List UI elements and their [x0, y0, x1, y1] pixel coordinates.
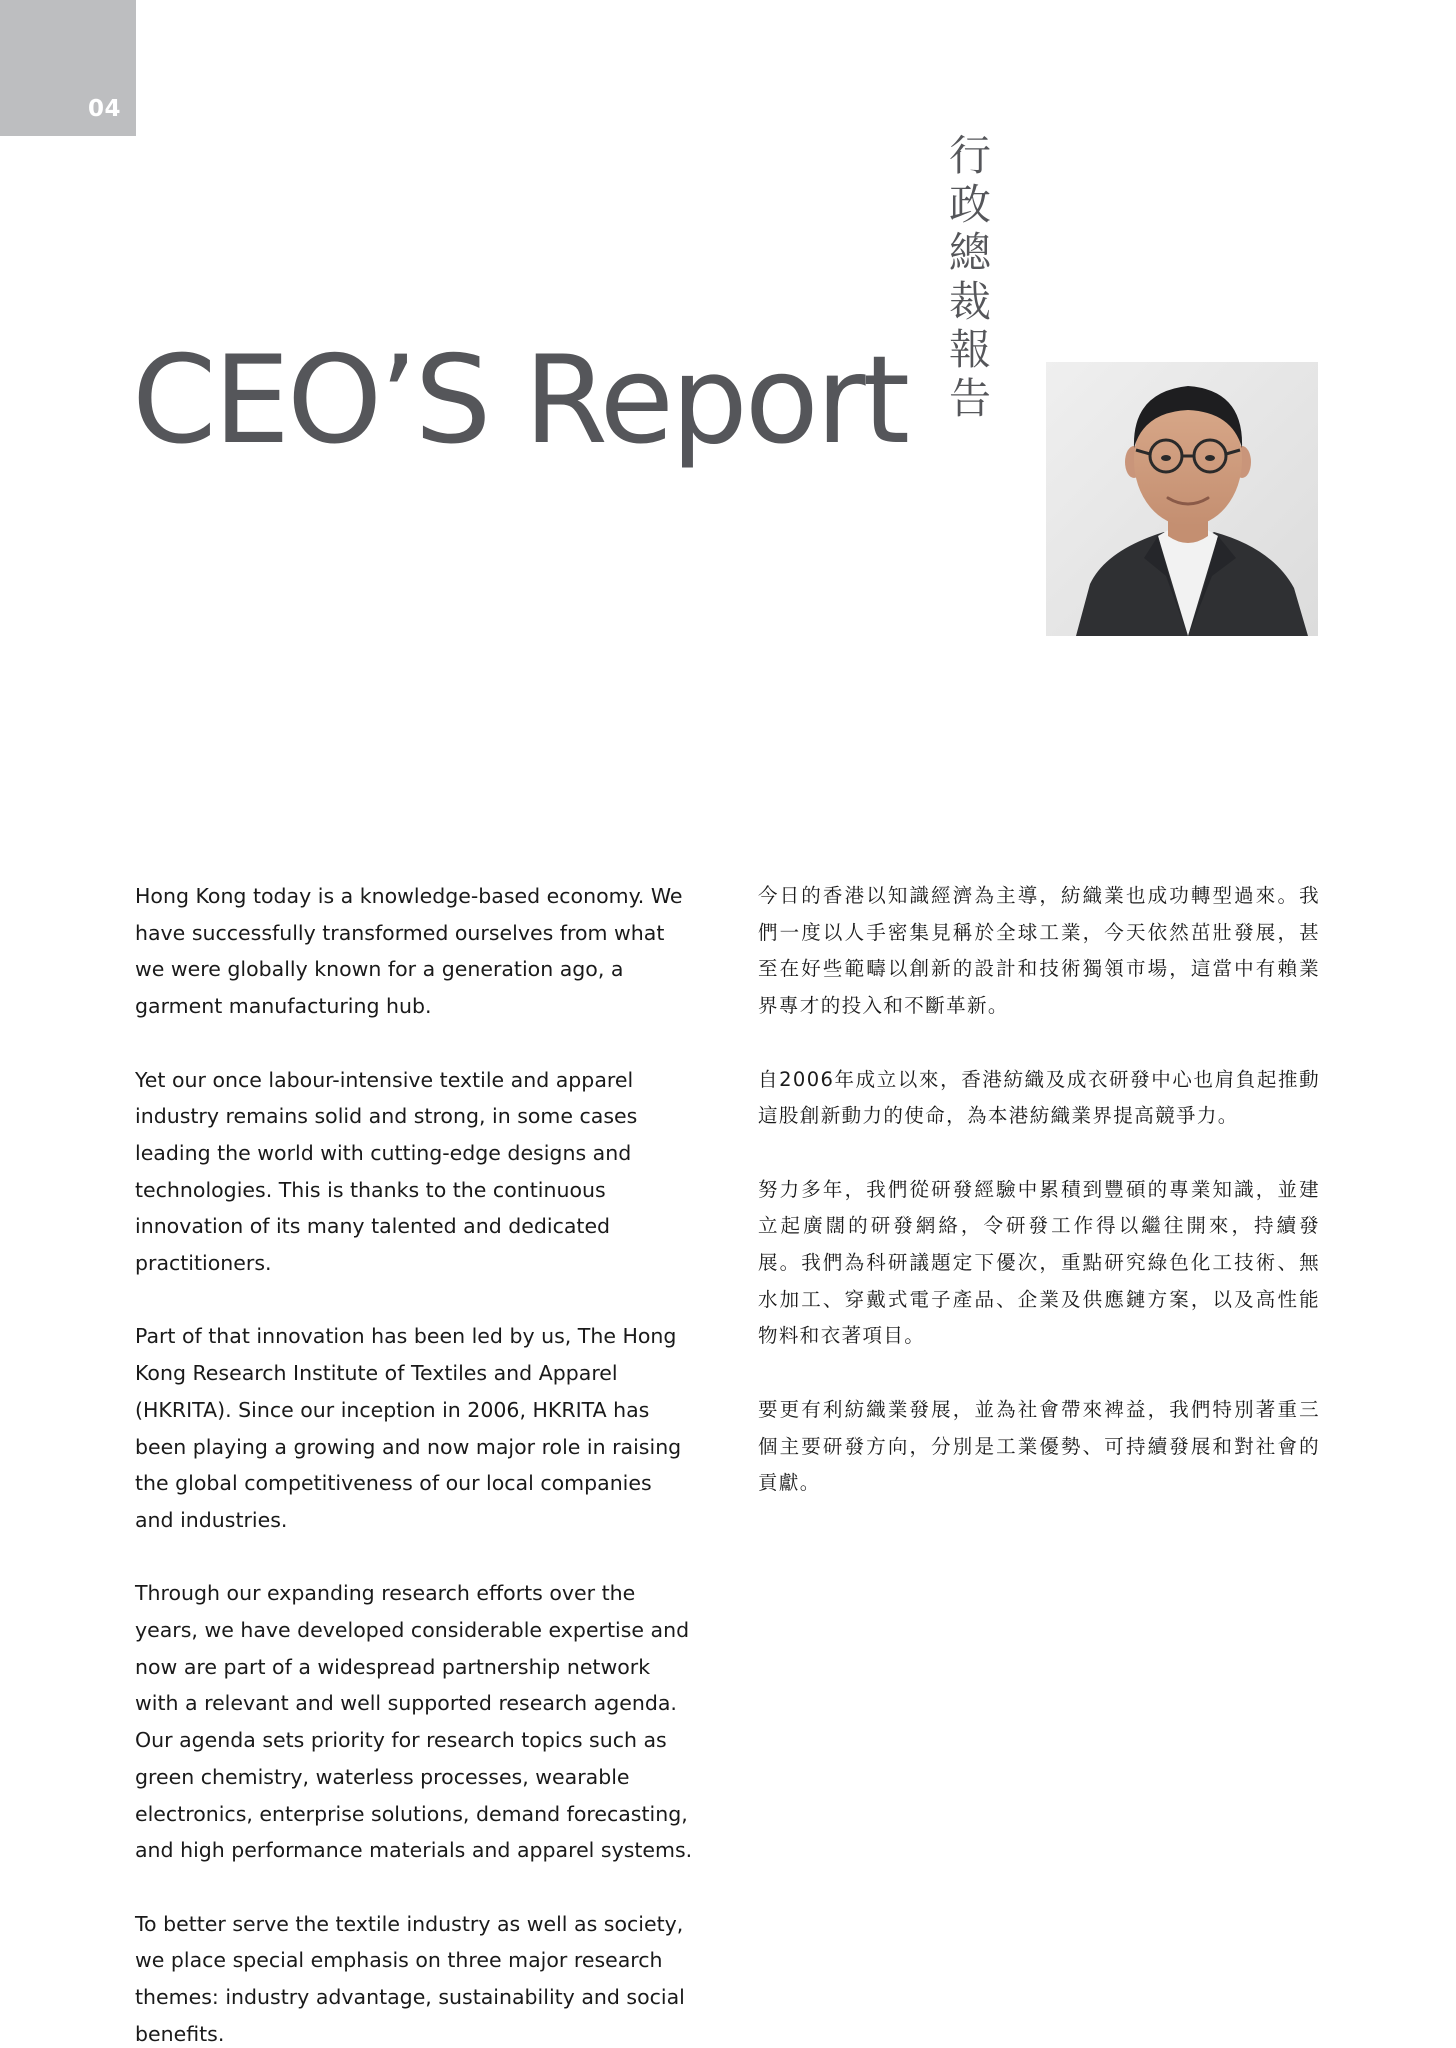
page-number-tab	[0, 0, 136, 136]
english-paragraph: Through our expanding research efforts over the years, we have developed considerable expertise and now are part of a widespread partnership network with a relevant and well supported research agenda. Our agenda sets priority for research topics such as green chemistry, waterless processes, wearable electronics, enterprise solutions, demand forecasting, and high performance materials and apparel systems.	[135, 1581, 693, 1863]
chinese-paragraph: 今日的香港以知識經濟為主導，紡織業也成功轉型過來。我們一度以人手密集見稱於全球工業，今天依然茁壯發展，甚至在好些範疇以創新的設計和技術獨領市場，這當中有賴業界專才的投入和不斷革新。	[758, 884, 1320, 1018]
title-zh-char: 總	[948, 228, 991, 277]
english-body-text	[135, 878, 695, 2048]
title-zh-char: 報	[948, 325, 991, 374]
english-paragraph: To better serve the textile industry as well as society, we place special emphasis on three major research themes: industry advantage, sustainability and social benefits.	[135, 1911, 685, 2046]
title-zh-char: 政	[948, 179, 991, 229]
english-paragraph: Part of that innovation has been led by us, The Hong Kong Research Institute of Textiles and Apparel (HKRITA). Since our inception in 2006, HKRITA has been playing a growing and now major role in raising the global competitiveness of our local companies and industries.	[135, 1324, 682, 1532]
chinese-body-text	[758, 878, 1320, 1539]
title-zh-char: 行	[948, 131, 991, 180]
page-number: 04	[88, 96, 122, 122]
page-title: CEO’S Report	[132, 330, 908, 471]
title-zh-char: 告	[948, 373, 991, 423]
page-title-chinese	[946, 132, 994, 423]
ceo-portrait-photo	[1046, 362, 1318, 636]
chinese-paragraph: 努力多年，我們從研發經驗中累積到豐碩的專業知識，並建立起廣闊的研發網絡，令研發工作得以繼往開來，持續發展。我們為科研議題定下優次，重點研究綠色化工技術、無水加工、穿戴式電子產品、企業及供應鏈方案，以及高性能物料和衣著項目。	[758, 1177, 1320, 1348]
english-paragraph: Yet our once labour-intensive textile and apparel industry remains solid and strong, in some cases leading the world with cutting-edge designs and technologies. This is thanks to the continuous innovation of its many talented and dedicated practitioners.	[135, 1067, 638, 1276]
english-paragraph: Hong Kong today is a knowledge-based economy. We have successfully transformed ourselves from what we were globally known for a generation ago, a garment manufacturing hub.	[135, 884, 683, 1019]
chinese-paragraph: 要更有利紡織業發展，並為社會帶來裨益，我們特別著重三個主要研發方向，分別是工業優勢、可持續發展和對社會的貢獻。	[758, 1397, 1320, 1495]
title-zh-char: 裁	[948, 276, 991, 326]
chinese-paragraph: 自2006年成立以來，香港紡織及成衣研發中心也肩負起推動這股創新動力的使命，為本港紡織業界提高競爭力。	[758, 1067, 1320, 1128]
